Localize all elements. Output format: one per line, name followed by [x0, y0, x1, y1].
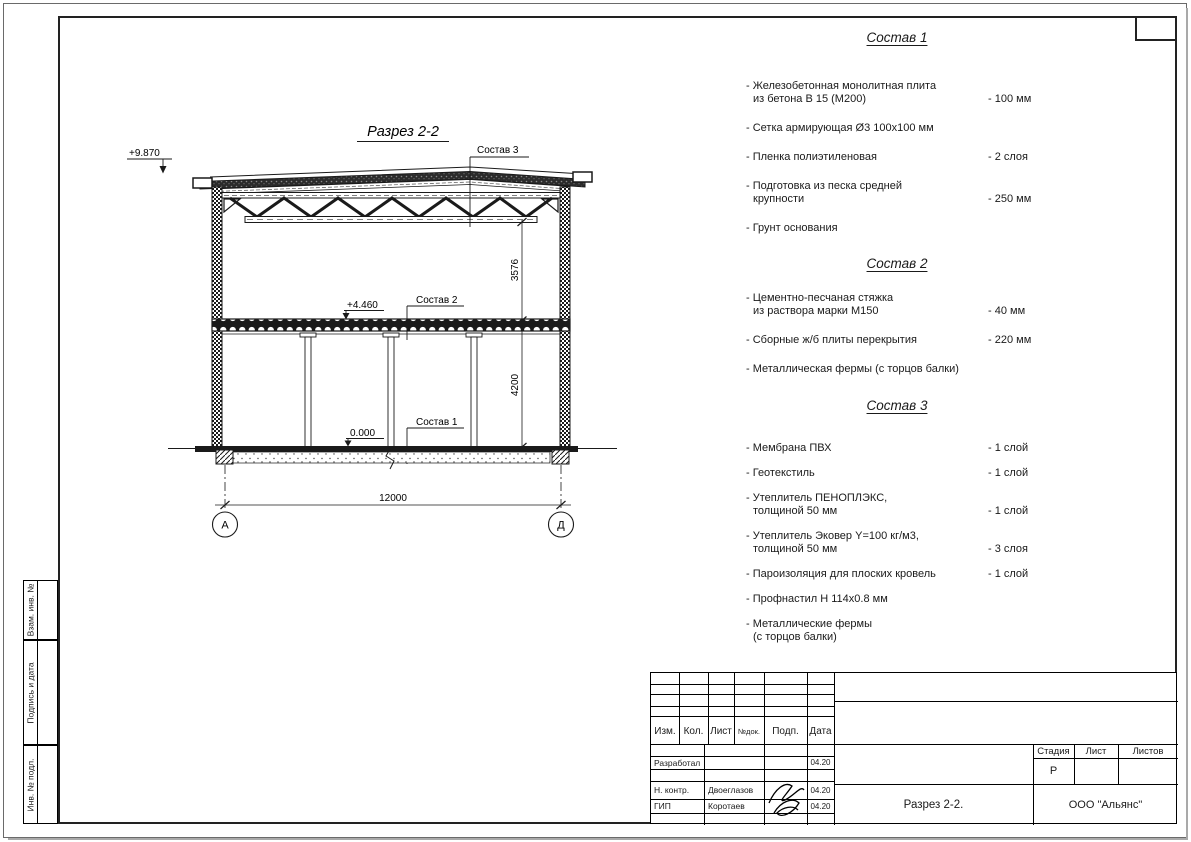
rev-header-doc: №док.: [738, 726, 760, 736]
name-gip: Коротаев: [708, 801, 745, 811]
list-item: [746, 530, 1048, 556]
item-text: - Утеплитель Эковер Y=100 кг/м3,: [746, 530, 919, 542]
roof: [193, 167, 592, 194]
item-text: - Пароизоляция для плоских кровель: [746, 568, 936, 580]
section1-title: Состав 1: [866, 30, 928, 45]
stamp-box-vzam: [23, 580, 58, 640]
leader-sostav1-label: Состав 1: [416, 417, 458, 428]
page-edge-shadow-bottom: [8, 838, 1188, 840]
floor-slab-level2: [212, 319, 570, 331]
item-text: - Металлические фермы: [746, 618, 873, 630]
role-checker: Н. контр.: [654, 785, 690, 795]
item-value: - 1 слой: [988, 442, 1029, 454]
composition-section-3: [746, 398, 1048, 656]
sheet-label: Лист: [1085, 745, 1107, 757]
sand-layer: [233, 452, 550, 463]
list-item: [746, 222, 1048, 235]
elevation-ground-value: 0.000: [350, 428, 376, 439]
axis-marker-left: [213, 512, 238, 537]
stamp-box-podpis: [23, 640, 58, 745]
stamp-box-inv: [23, 745, 58, 824]
item-text: - Железобетонная монолитная плита: [746, 80, 937, 92]
item-text: из раствора марки М150: [753, 305, 879, 317]
list-item: [746, 122, 1048, 135]
stamp-box-label-cell: [24, 581, 38, 639]
footing-right: [552, 450, 569, 464]
list-item: [746, 618, 1048, 644]
item-value: - 1 слой: [988, 467, 1029, 479]
signature: [765, 777, 807, 821]
name-checker: Двоеглазов: [708, 785, 754, 795]
axis-left-label: А: [221, 519, 229, 532]
page-edge-shadow-right: [1186, 8, 1188, 840]
role-developer: Разработал: [654, 758, 701, 768]
item-text: крупности: [753, 193, 805, 205]
stage-value: Р: [1049, 765, 1058, 777]
elevation-mark-roof: [127, 148, 172, 174]
item-text: толщиной 50 мм: [753, 505, 838, 517]
item-value: - 100 мм: [988, 93, 1032, 105]
item-text: - Металлическая фермы (с торцов балки): [746, 363, 959, 375]
rev-header-list: Лист: [710, 725, 732, 737]
role-gip: ГИП: [654, 801, 671, 811]
list-item: [746, 442, 1048, 455]
roof-right-end-cap: [573, 172, 592, 182]
item-text: - Сетка армирующая Ø3 100х100 мм: [746, 122, 934, 134]
date-gip: 04.20: [810, 801, 831, 811]
list-item: [746, 492, 1048, 518]
dim-truss-height: 3576: [510, 258, 521, 282]
composition-section-1: [746, 30, 1048, 251]
dimension-span: [215, 465, 571, 510]
item-value: - 1 слой: [988, 505, 1029, 517]
stage-label: Стадия: [1037, 745, 1070, 757]
item-text: (с торцов балки): [753, 631, 837, 643]
dim-floor-height: 4200: [510, 373, 521, 397]
item-text: - Цементно-песчаная стяжка: [746, 292, 894, 304]
item-value: - 1 слой: [988, 568, 1029, 580]
item-text: - Сборные ж/б плиты перекрытия: [746, 334, 917, 346]
item-text: - Подготовка из песка средней: [746, 180, 902, 192]
date-checker: 04.20: [810, 785, 831, 795]
ground-slab: [168, 446, 617, 469]
elevation-floor2-value: +4.460: [347, 300, 378, 311]
item-value: - 3 слоя: [988, 543, 1029, 555]
stamp-box-vzam-label: Взам. инв. №: [25, 583, 36, 637]
list-item: [746, 593, 1048, 606]
list-item: [746, 568, 1048, 581]
roof-left-end-cap: [193, 178, 212, 188]
list-item: [746, 292, 1048, 318]
rev-header-izm: Изм.: [654, 725, 676, 737]
leader-sostav2-label: Состав 2: [416, 295, 458, 306]
document-title: Разрез 2-2.: [903, 798, 964, 811]
rev-header-date: Дата: [809, 725, 832, 737]
list-item: [746, 334, 1048, 347]
columns-level1: [300, 333, 482, 447]
list-item: [746, 467, 1048, 480]
date-developer: 04.20: [810, 758, 831, 767]
view-title: Разрез 2-2: [367, 124, 439, 140]
axis-marker-right: [549, 512, 574, 537]
leader-sostav3-label: Состав 3: [477, 145, 519, 156]
item-text: - Мембрана ПВХ: [746, 442, 832, 454]
top-right-stamp-box: [1135, 16, 1177, 41]
item-text: - Пленка полиэтиленовая: [746, 151, 877, 163]
list-item: [746, 151, 1048, 164]
footing-left: [216, 450, 233, 464]
section-drawing: [120, 110, 665, 560]
leader-sostav2: [407, 295, 464, 340]
item-value: - 40 мм: [988, 305, 1026, 317]
section2-title: Состав 2: [866, 256, 928, 271]
sheets-label: Листов: [1132, 745, 1164, 757]
item-value: - 2 слоя: [988, 151, 1029, 163]
axis-right-label: Д: [557, 519, 565, 532]
list-item: [746, 363, 1048, 376]
title-block: [650, 672, 1177, 824]
stamp-box-inv-label: Инв. № подл.: [25, 758, 36, 811]
item-text: - Профнастил Н 114х0.8 мм: [746, 593, 888, 605]
elevation-roof-value: +9.870: [129, 148, 160, 159]
rev-header-sign: Подп.: [772, 725, 799, 737]
item-text: - Геотекстиль: [746, 467, 815, 479]
elevation-mark-floor2: [343, 300, 385, 320]
item-value: - 220 мм: [988, 334, 1032, 346]
composition-section-2: [746, 256, 1048, 392]
stamp-box-label-cell: [24, 746, 38, 823]
stamp-box-podpis-label: Подпись и дата: [25, 661, 36, 724]
stamp-box-label-cell: [24, 641, 38, 744]
company-name: ООО "Альянс": [1068, 798, 1143, 811]
item-text: толщиной 50 мм: [753, 543, 838, 555]
dimension-vertical: [510, 218, 527, 451]
item-text: - Утеплитель ПЕНОПЛЭКС,: [746, 492, 888, 504]
elevation-mark-ground: [345, 428, 385, 447]
rev-header-kol: Кол.: [683, 725, 704, 737]
list-item: [746, 180, 1048, 206]
truss-diagonals: [230, 198, 552, 217]
item-text: - Грунт основания: [746, 222, 838, 234]
titleblock-line: [834, 701, 1178, 702]
roof-truss: [222, 193, 560, 223]
dim-span: 12000: [379, 493, 407, 504]
item-text: из бетона В 15 (М200): [753, 93, 866, 105]
section3-title: Состав 3: [866, 398, 928, 413]
titleblock-line: [704, 744, 705, 825]
list-item: [746, 80, 1048, 106]
item-value: - 250 мм: [988, 193, 1032, 205]
